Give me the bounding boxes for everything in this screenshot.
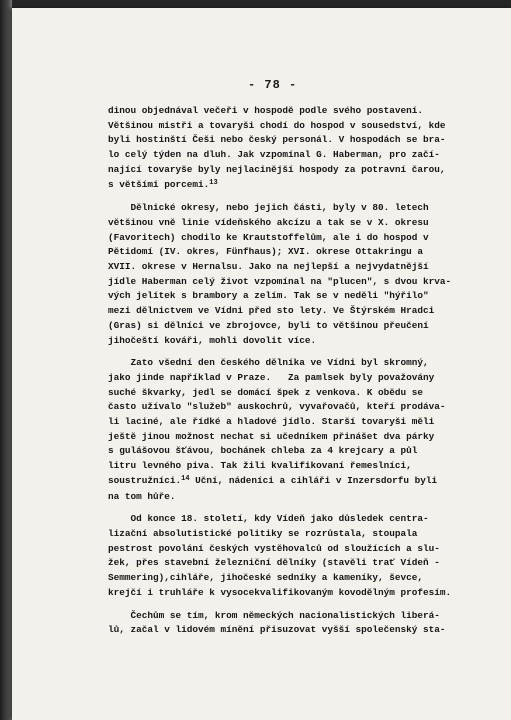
- footnote-marker: 14: [181, 474, 190, 483]
- text-line: [108, 133, 480, 148]
- text-line: [108, 216, 480, 231]
- line-text: pestrost povolání českých vystěhovalců od sloužících a slu-: [108, 542, 440, 554]
- paragraph: [108, 356, 480, 504]
- line-text: krejčí i truhláře k vysocekvalifikovaným kovodělným profesím.: [108, 586, 452, 598]
- line-text: s gulášovou šťávou, bochánek chleba za 4 krejcary a půl: [108, 445, 418, 457]
- text-line: [108, 148, 480, 163]
- text-line: [108, 260, 480, 275]
- text-line: [108, 289, 480, 304]
- text-line: [108, 386, 480, 401]
- text-line: [108, 201, 480, 216]
- body-text: [108, 104, 480, 646]
- paragraph: [108, 104, 480, 193]
- line-text: vých jelítek s brambory a zelím. Tak se v neděli "hýřilo": [108, 290, 429, 302]
- line-text: (Favoritech) chodilo ke Krautstoffelům, ale i do hospod v: [108, 231, 429, 243]
- line-text: Čechům se tím, krom německých nacionalistických liberá-: [108, 609, 440, 621]
- page-number: - 78 -: [248, 78, 298, 92]
- text-line: [108, 245, 480, 260]
- text-line: [108, 163, 480, 178]
- line-text: Většinou mistři a tovaryši chodí do hospod v sousedství, kde: [108, 119, 446, 131]
- text-line: [108, 356, 480, 371]
- line-text: Dělnické okresy, nebo jejich části, byly v 80. letech: [108, 202, 429, 214]
- text-line: [108, 556, 480, 571]
- line-text: s většími porcemi.: [108, 178, 210, 190]
- line-text-continuation: Uční, nádeníci a cihláři v Inzersdorfu byli: [189, 474, 438, 486]
- line-text: lizační absolutistické politiky se rozrůstala, stoupala: [108, 527, 418, 539]
- text-line: [108, 178, 480, 194]
- line-text: často užívalo "služeb" auskochrů, vyvařovačů, kteří prodáva-: [108, 401, 446, 413]
- line-text: žek, přes stavební železniční dělníky (stavěli trať Vídeň -: [108, 557, 440, 569]
- line-text: jihočeští kováři, mohli dovolit více.: [108, 334, 317, 346]
- line-text: litru levného piva. Tak žili kvalifikovaní řemeslníci,: [108, 460, 412, 472]
- line-text: jako jinde například v Praze. Za pamlsek byly považovány: [108, 371, 435, 383]
- scan-top-edge: [0, 0, 511, 8]
- line-text: (Gras) si dělníci ve zbrojovce, byli to většinou přeučení: [108, 319, 429, 331]
- text-line: [108, 444, 480, 459]
- paragraph: [108, 609, 480, 638]
- text-line: [108, 474, 480, 490]
- scan-left-edge: [0, 0, 12, 720]
- line-text: ještě jinou možnost nechat si učedníkem přinášet dva párky: [108, 430, 435, 442]
- text-line: [108, 119, 480, 134]
- text-line: [108, 609, 480, 624]
- text-line: [108, 586, 480, 601]
- line-text: jídle Haberman celý život vzpomínal na "plucen", s dvou krva-: [108, 275, 452, 287]
- line-text: lů, začal v lidovém mínění přisuzovat vyšší společenský sta-: [108, 624, 446, 636]
- paragraph: [108, 512, 480, 600]
- text-line: [108, 415, 480, 430]
- line-text: mezi dělnictvem ve Vídni před sto lety. Ve Štýrském Hradci: [108, 305, 435, 317]
- text-line: [108, 571, 480, 586]
- text-line: [108, 334, 480, 349]
- text-line: [108, 430, 480, 445]
- text-line: [108, 275, 480, 290]
- text-line: [108, 371, 480, 386]
- line-text: Semmering),cihláře, jihočeské sedníky a kameníky, ševce,: [108, 572, 424, 584]
- line-text: nající tovaryše byly nejlacinější hospody za potravní čarou,: [108, 163, 446, 175]
- line-text: byli hostinští Češi nebo český personál. V hospodách se bra-: [108, 134, 446, 146]
- paragraph: [108, 201, 480, 348]
- line-text: Od konce 18. století, kdy Vídeň jako důsledek centra-: [108, 513, 429, 525]
- text-line: [108, 542, 480, 557]
- text-line: [108, 400, 480, 415]
- text-line: [108, 319, 480, 334]
- line-text: dinou objednával večeři v hospodě podle svého postavení.: [108, 105, 424, 116]
- line-text: soustružníci.: [108, 474, 182, 486]
- line-text: suché škvarky, jedl se domácí špek z venkova. K obědu se: [108, 386, 424, 398]
- line-text: li laciné, ale řídké a hladové jídlo. Starší tovaryši měli: [108, 416, 435, 428]
- text-line: [108, 459, 480, 474]
- line-text: většinou vně linie vídeňského akcízu a tak se v X. okresu: [108, 216, 429, 228]
- line-text: Pětidomí (IV. okres, Fünfhaus); XVI. okrese Ottakringu a: [108, 246, 424, 258]
- text-line: [108, 623, 480, 638]
- line-text: lo celý týden na dluh. Jak vzpomínal G. Haberman, pro začí-: [108, 149, 440, 161]
- text-line: [108, 490, 480, 505]
- line-text: XVII. okrese v Hernalsu. Jako na nejlepší a nejvydatnější: [108, 261, 429, 273]
- text-line: [108, 304, 480, 319]
- text-line: [108, 104, 480, 119]
- line-text: Zato všední den českého dělníka ve Vídni byl skromný,: [108, 357, 429, 369]
- text-line: [108, 512, 480, 527]
- text-line: [108, 231, 480, 246]
- text-line: [108, 527, 480, 542]
- line-text: na tom hůře.: [108, 490, 176, 502]
- footnote-marker: 13: [209, 178, 218, 187]
